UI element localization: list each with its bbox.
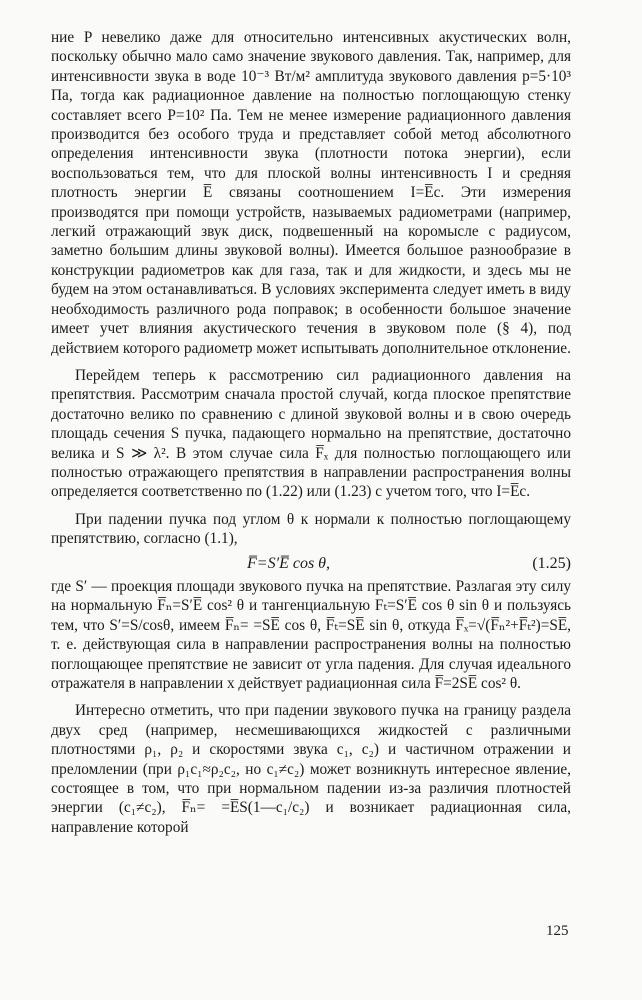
page-number: 125 [546, 923, 569, 939]
paragraph-3: При падении пучка под углом θ к нормали к полностью поглощающему препятствию, согласно (1.1), [51, 510, 571, 548]
paragraph-5: Интересно отметить, что при падении звукового пучка на границу раздела двух сред (например, несмешивающихся жидкостей с различными плотностями ρ₁, ρ₂ и скоростями звука c₁, c₂) и частичном отражении и преломлении (при ρ₁c₁≈ρ₂c₂, но c₁≠c₂) может возникнуть интересное явление, состоящее в том, что при нормальном падении из-за различия плотностей энергии (c₁≠c₂), F̅ₙ= =E̅S(1—c₁/c₂) и возникает радиационная сила, направление которой [51, 702, 571, 836]
equation-body: F̅=S′E̅ cos θ, [247, 554, 331, 572]
paragraph-1: ние P невелико даже для относительно интенсивных акустических волн, поскольку обычно мало само значение звукового давления. Так, например, для интенсивности звука в воде 10⁻³ Вт/м² амплитуда звукового давления p=5·10³ Па, тогда как радиационное давление на полностью поглощающую стенку составляет всего P=10² Па. Тем не менее измерение радиационного давления производится без особого труда и представляет собой метод абсолютного определения интенсивности звука (плотности потока энергии), если воспользоваться тем, что для плоской волны интенсивность I и средняя плотность энергии E̅ связаны соотношением I=E̅c. Эти измерения производятся при помощи устройств, называемых радиометрами (например, легкий отражающий звук диск, подвешенный на коромысле с радиусом, заметно большим длины звуковой волны). Имеется большое разнообразие в конструкции радиометров как для газа, так и для жидкости, и здесь мы не будем на этом останавливаться. В условиях эксперимента следует иметь в виду необходимость различного рода поправок; в особенности большое значение имеет учет влияния акустического течения в звуковом поле (§ 4), под действием которого радиометр может испытывать дополнительное отклонение. [51, 29, 571, 357]
equation-number: (1.25) [532, 554, 571, 572]
paragraph-2: Перейдем теперь к рассмотрению сил радиационного давления на препятствия. Рассмотрим сначала простой случай, когда плоское препятствие достаточно велико по сравнению с длиной звуковой волны и в свою очередь площадь сечения S пучка, падающего нормально на препятствие, достаточно велика и S ≫ λ². В этом случае сила F̅ₓ для полностью поглощающего или полностью отражающего препятствия в направлении распространения волны определяется соответственно по (1.22) или (1.23) с учетом того, что I=E̅c. [51, 366, 571, 501]
page-text [51, 28, 571, 837]
equation-1-25 [51, 554, 571, 573]
paragraph-4: где S′ — проекция площади звукового пучка на препятствие. Разлагая эту силу на нормальную F̅ₙ=S′E̅ cos² θ и тангенциальную Fₜ=S′E̅ cos θ sin θ и пользуясь тем, что S′=S/cosθ, имеем F̅ₙ= =SE̅ cos θ, F̅ₜ=SE̅ sin θ, откуда F̅ₓ=√(F̅ₙ²+F̅ₜ²)=SE̅, т. е. действующая сила в направлении распространения волны на полностью поглощающее препятствие не зависит от угла падения. Для случая идеального отражателя в направлении x действует радиационная сила F̅=2SE̅ cos² θ. [51, 577, 571, 692]
